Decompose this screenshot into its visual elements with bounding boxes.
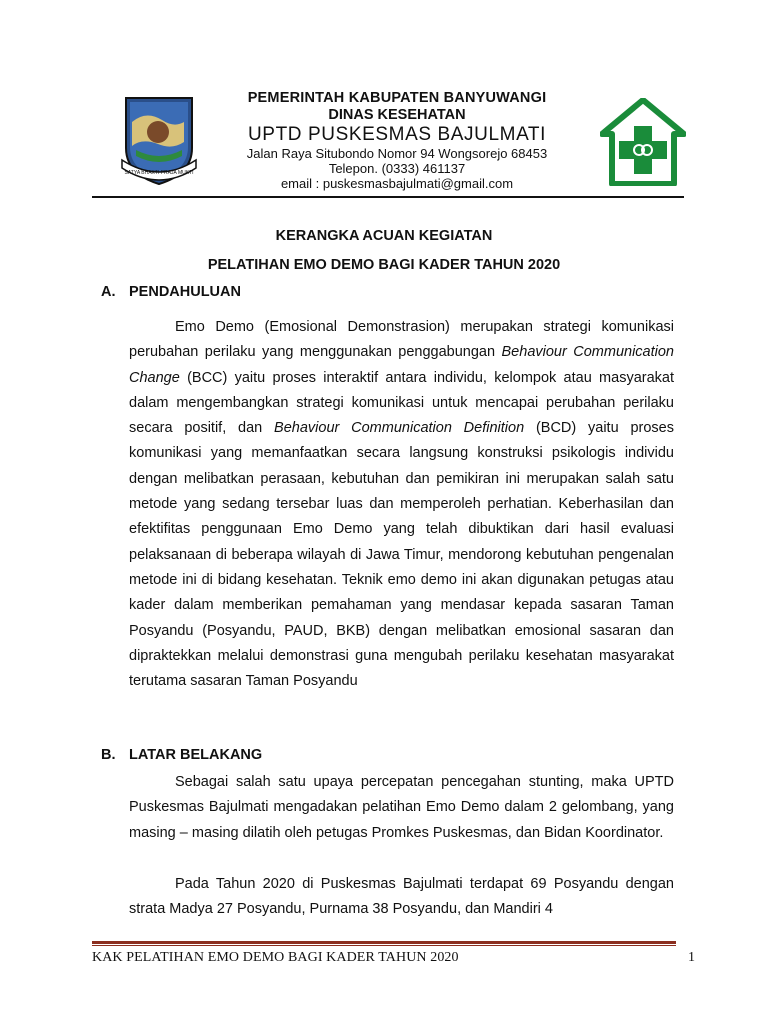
page-number: 1 <box>688 950 695 965</box>
section-b-paragraph-2: Pada Tahun 2020 di Puskesmas Bajulmati terdapat 69 Posyandu dengan strata Madya 27 Posyandu, Purnama 38 Posyandu, dan Mandiri 4 <box>129 876 674 918</box>
email: email : puskesmasbajulmati@gmail.com <box>280 176 514 191</box>
document-title: KERANGKA ACUAN KEGIATAN <box>275 228 493 244</box>
section-a-paragraph: Emo Demo (Emosional Demonstrasion) merupakan strategi komunikasi perubahan perilaku yang menggunakan penggabungan Behaviour Communication Change (BCC) yaitu proses interaktif antara individu, kelompok atau masyarakat dalam mengembangkan strategi komunikasi untuk mencapai perubahan perilaku secara positif, dan Behaviour Communication Definition (BCD) yaitu proses komunikasi yang memanfaatkan secara langsung konstruksi psikologis individu dengan melibatkan perasaan, kebutuhan dan pemikiran ini merupakan salah satu metode yang sedang tersebar luas dan memperoleh perhatian. Keberhasilan dan efektifitas penggunaan Emo Demo yang telah dibuktikan dari hasil evaluasi pelaksanaan di beberapa wilayah di Jawa Timur, mendorong kebutuhan pengenalan metode ini di bidang kesehatan. Teknik emo demo ini akan digunakan petugas atau kader dalam memberikan pemahaman yang mendasar kepada sasaran Taman Posyandu (Posyandu, PAUD, BKB) dengan melibatkan emosional sasaran dan dipraktekkan melalui demonstrasi guna mengubah perilaku kesehatan masyarakat terutama sasaran Taman Posyandu <box>129 319 674 690</box>
document-subtitle: PELATIHAN EMO DEMO BAGI KADER TAHUN 2020 <box>207 257 561 273</box>
banyuwangi-emblem-icon <box>118 92 200 188</box>
section-a-title: PENDAHULUAN <box>129 284 241 300</box>
emblem-motto: SATYA BHAKTI PRAJA MUKTI <box>124 170 194 176</box>
puskesmas-name: UPTD PUSKESMAS BAJULMATI <box>247 124 547 145</box>
letterhead-divider <box>92 196 684 198</box>
footer-divider-thick <box>92 941 676 944</box>
section-a-letter: A. <box>101 284 116 300</box>
government-name: PEMERINTAH KABUPATEN BANYUWANGI <box>247 90 547 106</box>
address: Jalan Raya Situbondo Nomor 94 Wongsorejo 68453 <box>246 146 548 161</box>
footer-title: KAK PELATIHAN EMO DEMO BAGI KADER TAHUN 2020 <box>92 950 459 965</box>
section-b-heading <box>101 747 262 763</box>
section-b-paragraph-1: Sebagai salah satu upaya percepatan pencegahan stunting, maka UPTD Puskesmas Bajulmati mengadakan pelatihan Emo Demo dalam 2 gelombang, yang masing – masing dilatih oleh petugas Promkes Puskesmas, dan Bidan Koordinator. <box>129 774 674 841</box>
puskesmas-logo-icon <box>600 98 686 186</box>
footer-divider-thin <box>92 945 676 946</box>
phone: Telepon. (0333) 461137 <box>328 161 466 176</box>
section-b-letter: B. <box>101 747 116 763</box>
section-a-heading <box>101 284 241 300</box>
department-name: DINAS KESEHATAN <box>328 107 466 123</box>
section-b-title: LATAR BELAKANG <box>129 747 263 763</box>
letterhead <box>92 86 676 198</box>
letterhead-text <box>232 90 562 191</box>
